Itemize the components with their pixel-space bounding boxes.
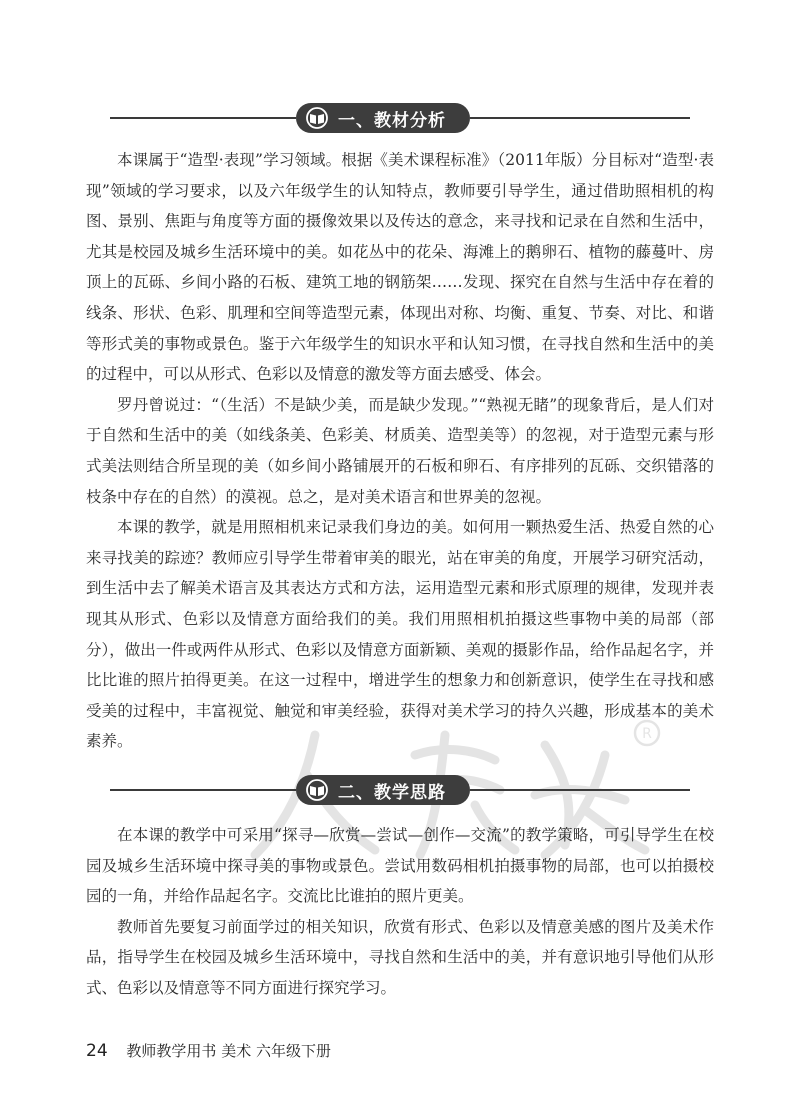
paragraph: 在本课的教学中可采用“探寻—欣赏—尝试—创作—交流”的教学策略，可引导学生在校园及城乡生活环境中探寻美的事物或景色。尝试用数码相机拍摄事物的局部，也可以拍摄校园的一角，并给作品起名字。交流比比谁拍的照片更美。 <box>86 826 714 906</box>
divider-line <box>470 117 690 119</box>
svg-text:R: R <box>642 726 652 742</box>
divider-line <box>470 789 690 791</box>
paragraph: 教师首先要复习前面学过的相关知识，欣赏有形式、色彩以及情意美感的图片及美术作品，指导学生在校园及城乡生活环境中，寻找自然和生活中的美，并有意识地引导他们从形式、色彩以及情意等不同方面进行探究学习。 <box>86 917 714 997</box>
divider-line <box>110 117 296 119</box>
book-title: 教师教学用书 美术 六年级下册 <box>126 1042 331 1060</box>
section-title: 一、教材分析 <box>338 110 446 131</box>
page-number: 24 <box>86 1041 108 1061</box>
page-footer <box>86 1040 331 1061</box>
paragraph: 本课的教学，就是用照相机来记录我们身边的美。如何用一颗热爱生活、热爱自然的心来寻找美的踪迹？教师应引导学生带着审美的眼光，站在审美的角度，开展学习研究活动，到生活中去了解美术语言及其表达方式和方法，运用造型元素和形式原理的规律，发现并表现其从形式、色彩以及情意方面给我们的美。我们用照相机拍摄这些事物中美的局部（部分），做出一件或两件从形式、色彩以及情意方面新颖、美观的摄影作品，给作品起名字，并比比谁的照片拍得更美。在这一过程中，增进学生的想象力和创新意识，使学生在寻找和感受美的过程中，丰富视觉、触觉和审美经验，获得对美术学习的持久兴趣，形成基本的美术素养。 <box>86 518 714 751</box>
paragraph: 本课属于“造型·表现”学习领域。根据《美术课程标准》（2011年版）分目标对“造型·表现”领域的学习要求，以及六年级学生的认知特点，教师要引导学生，通过借助照相机的构图、景别、焦距与角度等方面的摄像效果以及传达的意念，来寻找和记录在自然和生活中，尤其是校园及城乡生活环境中的美。如花丛中的花朵、海滩上的鹅卵石、植物的藤蔓叶、房顶上的瓦砾、乡间小路的石板、建筑工地的钢筋架……发现、探究在自然与生活中存在着的线条、形状、色彩、肌理和空间等造型元素，体现出对称、均衡、重复、节奏、对比、和谐等形式美的事物或景色。鉴于六年级学生的知识水平和认知习惯，在寻找自然和生活中的美的过程中，可以从形式、色彩以及情意的激发等方面去感受、体会。 <box>86 151 714 384</box>
section-analysis-body <box>86 145 714 757</box>
section-title-pill <box>296 103 470 133</box>
book-icon <box>302 106 332 130</box>
section-header-analysis <box>0 103 800 133</box>
section-title: 二、教学思路 <box>338 782 446 803</box>
section-approach-body <box>86 820 714 1004</box>
book-icon <box>302 778 332 802</box>
paragraph: 罗丹曾说过：“（生活）不是缺少美，而是缺少发现。”“熟视无睹”的现象背后，是人们对于自然和生活中的美（如线条美、色彩美、材质美、造型美等）的忽视，对于造型元素与形式美法则结合所呈现的美（如乡间小路铺展开的石板和卵石、有序排列的瓦砾、交织错落的枝条中存在的自然）的漠视。总之，是对美术语言和世界美的忽视。 <box>86 395 714 506</box>
divider-line <box>110 789 296 791</box>
section-header-approach <box>0 775 800 805</box>
section-title-pill <box>296 775 470 805</box>
